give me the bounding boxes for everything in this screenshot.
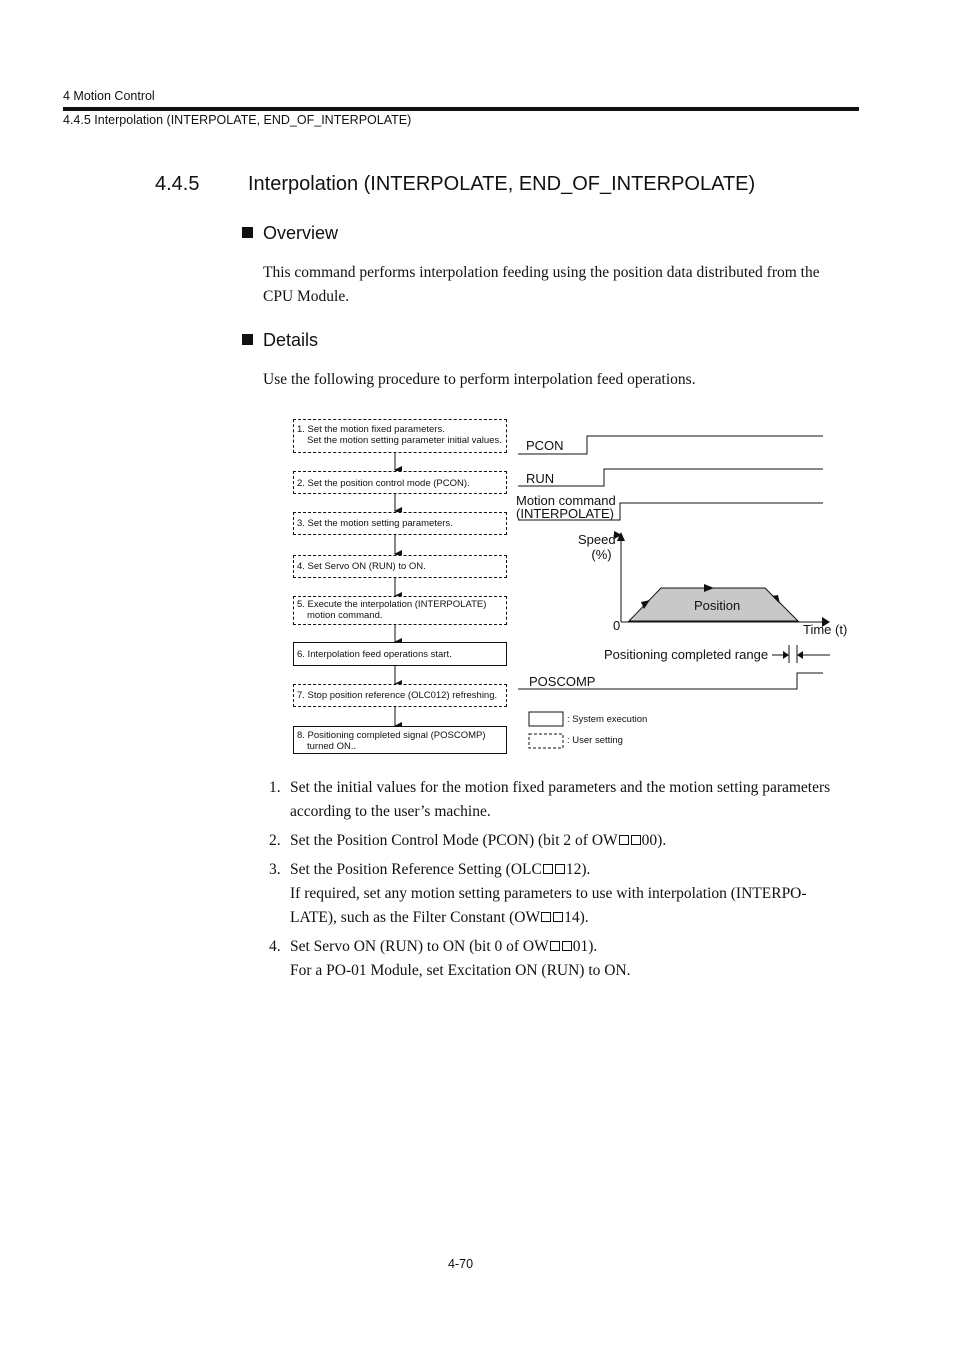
flow-step-7-text: 7. Stop position reference (OLC012) refreshing.: [297, 690, 498, 701]
details-intro: Use the following procedure to perform interpolation feed operations.: [263, 371, 696, 388]
procedure-item-3-text-e: 14).: [564, 909, 589, 926]
flow-step-8-line-1: 8. Positioning completed signal (POSCOMP): [297, 730, 486, 741]
speed-axis-label-line-2: (%): [591, 547, 612, 562]
page-number: 4-70: [448, 1257, 474, 1271]
motion-command-label-line-1: Motion command: [516, 493, 616, 508]
procedure-item-1: [263, 776, 883, 824]
flow-step-1-line-2: Set the motion setting parameter initial values.: [307, 435, 502, 446]
procedure-item-2: [263, 829, 883, 853]
motion-command-label-line-2: (INTERPOLATE): [516, 506, 614, 521]
flow-step-2-text: 2. Set the position control mode (PCON).: [297, 478, 470, 489]
procedure-item-4-text-b: 01).: [572, 938, 598, 955]
procedure-item-3-text-b: 12).: [565, 861, 591, 878]
procedure-list: [263, 776, 883, 988]
motion-command-label: [516, 494, 616, 520]
running-header-chapter: 4 Motion Control: [63, 89, 155, 103]
procedure-item-3-number: 3.: [269, 861, 281, 878]
running-header-section: 4.4.5 Interpolation (INTERPOLATE, END_OF_INTERPOLATE): [63, 113, 412, 127]
time-axis-label: Time (t): [803, 622, 848, 637]
placeholder-box-icon: [543, 864, 553, 874]
overview-heading-text: Overview: [263, 223, 339, 243]
legend-user-box: [529, 734, 563, 748]
section-title: Interpolation (INTERPOLATE, END_OF_INTERPOLATE): [248, 173, 756, 195]
procedure-item-4-number: 4.: [269, 938, 281, 955]
procedure-item-1-line-2: according to the user’s machine.: [290, 803, 491, 820]
overview-line-1: This command performs interpolation feeding using the position data distributed from the: [263, 264, 820, 281]
procedure-item-3-line-1: [290, 858, 883, 882]
flow-step-4-text: 4. Set Servo ON (RUN) to ON.: [297, 561, 426, 572]
position-area-label: Position: [694, 598, 741, 613]
pcon-signal-line: [518, 436, 823, 454]
placeholder-box-icon: [562, 941, 572, 951]
procedure-item-1-number: 1.: [269, 779, 281, 796]
procedure-item-4: [263, 935, 883, 983]
procedure-item-2-text-a: Set the Position Control Mode (PCON) (bit 2 of OW: [290, 832, 618, 849]
flow-step-8-line-2: turned ON..: [307, 741, 357, 752]
positioning-completed-range-label: Positioning completed range: [604, 647, 769, 662]
placeholder-box-icon: [631, 835, 641, 845]
run-label: RUN: [526, 471, 555, 486]
legend-user-label: : User setting: [567, 735, 623, 746]
overview-line-2: CPU Module.: [263, 288, 350, 305]
procedure-item-4-line-1: [290, 935, 883, 959]
placeholder-box-icon: [619, 835, 629, 845]
procedure-item-3-text-d: LATE), such as the Filter Constant (OW: [290, 909, 541, 926]
legend-system-label: : System execution: [567, 714, 648, 725]
placeholder-box-icon: [555, 864, 565, 874]
flow-step-6-text: 6. Interpolation feed operations start.: [297, 649, 452, 660]
flow-step-5-line-1: 5. Execute the interpolation (INTERPOLATE): [297, 599, 487, 610]
procedure-item-4-line-2: For a PO-01 Module, set Excitation ON (RUN) to ON.: [290, 962, 631, 979]
placeholder-box-icon: [550, 941, 560, 951]
speed-axis-label: [578, 532, 616, 562]
procedure-item-2-text-b: 00).: [641, 832, 667, 849]
section-number: 4.4.5: [155, 173, 200, 195]
pcon-label: PCON: [526, 438, 564, 453]
details-heading-text: Details: [263, 330, 319, 350]
speed-axis-label-line-1: Speed: [578, 532, 616, 547]
procedure-item-3-line-3: [290, 906, 883, 930]
procedure-item-3-line-2: If required, set any motion setting parameters to use with interpolation (INTERPO-: [290, 885, 807, 902]
flow-step-1-line-1: 1. Set the motion fixed parameters.: [297, 424, 445, 435]
procedure-item-2-number: 2.: [269, 832, 281, 849]
flow-step-5-line-2: motion command.: [307, 610, 383, 621]
procedure-item-2-line-1: [290, 829, 883, 853]
poscomp-label: POSCOMP: [529, 674, 596, 689]
origin-label: 0: [613, 618, 621, 633]
procedure-item-3-text-a: Set the Position Reference Setting (OLC: [290, 861, 542, 878]
legend-system-box: [529, 712, 563, 726]
procedure-item-3: [263, 858, 883, 930]
placeholder-box-icon: [553, 912, 563, 922]
procedure-item-1-line-1: Set the initial values for the motion fixed parameters and the motion setting parameters: [290, 779, 831, 796]
procedure-item-4-text-a: Set Servo ON (RUN) to ON (bit 0 of OW: [290, 938, 549, 955]
placeholder-box-icon: [541, 912, 551, 922]
run-signal-line: [518, 469, 823, 486]
flow-step-3-text: 3. Set the motion setting parameters.: [297, 518, 453, 529]
